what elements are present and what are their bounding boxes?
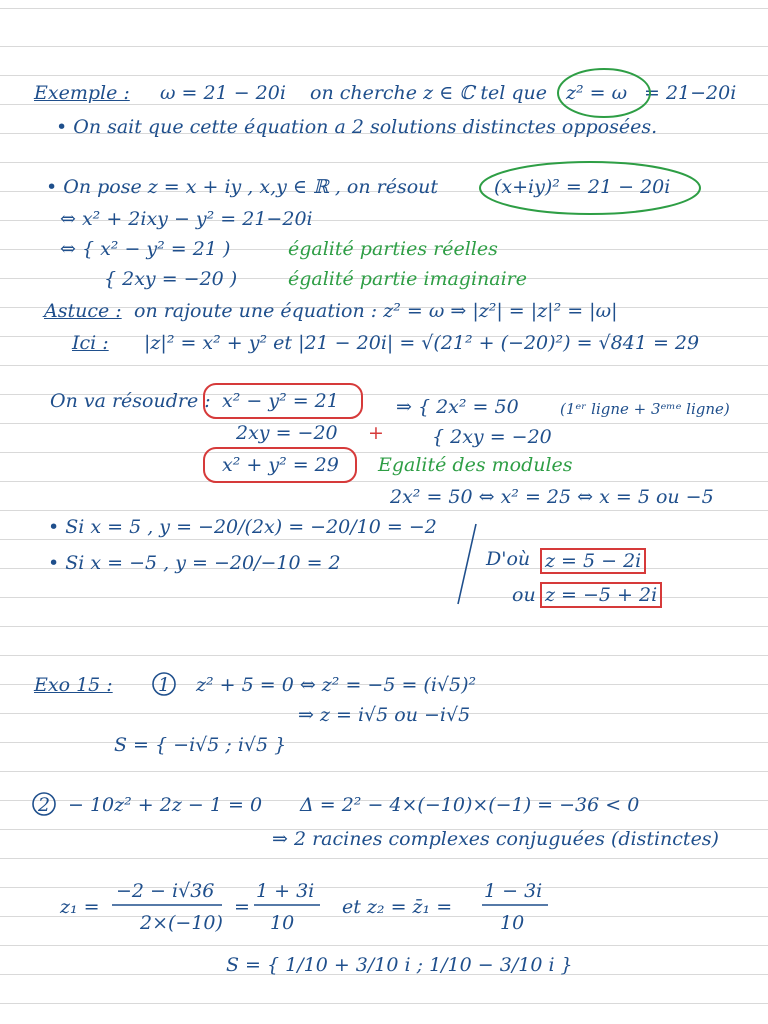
conjugate-roots-note: ⇒ 2 racines complexes conjuguées (distinctes): [272, 828, 719, 850]
equation-value: = 21−20i: [644, 82, 737, 104]
imaginary-parts-note: égalité partie imaginaire: [288, 268, 528, 290]
part-2-equation: − 10z² + 2z − 1 = 0: [68, 794, 263, 816]
equation-circled: z² = ω: [566, 82, 628, 104]
result-line-1-note: (1ᵉʳ ligne + 3ᵉᵐᵉ ligne): [560, 400, 730, 418]
cherche-text: on cherche z ∈ ℂ tel que: [310, 82, 548, 104]
z1-prefix: z₁ =: [60, 896, 100, 918]
z2-result-numerator: 1 − 3i: [484, 880, 543, 902]
part-1-number: 1: [158, 674, 171, 696]
ou-label: ou: [512, 584, 536, 606]
example-title: Exemple :: [34, 82, 130, 104]
solution-z2: z = −5 + 2i: [540, 582, 662, 608]
case-x-minus-5: • Si x = −5 , y = −20/−10 = 2: [48, 552, 341, 574]
exo-title: Exo 15 :: [34, 674, 113, 696]
solve-eq-1: x² − y² = 21: [222, 390, 339, 412]
part-1-solution-set: S = { −i√5 ; i√5 }: [114, 734, 287, 756]
z1-denominator: 2×(−10): [140, 912, 223, 934]
x-solutions: 2x² = 50 ⇔ x² = 25 ⇔ x = 5 ou −5: [390, 486, 714, 508]
plus-sign: +: [368, 422, 384, 444]
z1-result-denominator: 10: [270, 912, 295, 934]
z1-result-numerator: 1 + 3i: [256, 880, 315, 902]
final-solution-set: S = { 1/10 + 3/10 i ; 1/10 − 3/10 i }: [226, 954, 573, 976]
z1-numerator: −2 − i√36: [116, 880, 215, 902]
pose-text: • On pose z = x + iy , x,y ∈ ℝ , on résout: [46, 176, 439, 198]
equals-sign: =: [234, 896, 250, 918]
solve-eq-2: 2xy = −20: [236, 422, 338, 444]
z2-prefix: et z₂ = z̄₁ =: [342, 896, 453, 918]
astuce-label: Astuce :: [44, 300, 122, 322]
astuce-text: on rajoute une équation : z² = ω ⇒ |z²| = |z|² = |ω|: [134, 300, 618, 322]
solution-z1: z = 5 − 2i: [540, 548, 646, 574]
pose-equation: (x+iy)² = 21 − 20i: [494, 176, 671, 198]
dou-label: D'où: [486, 548, 531, 570]
system-line-1: ⇔ { x² − y² = 21 ): [60, 238, 231, 260]
part-1-equation: z² + 5 = 0 ⇔ z² = −5 = (i√5)²: [196, 674, 477, 696]
expansion-line: ⇔ x² + 2ixy − y² = 21−20i: [60, 208, 313, 230]
solve-intro: On va résoudre :: [50, 390, 211, 412]
bullet-two-solutions: • On sait que cette équation a 2 solutions distinctes opposées.: [56, 116, 658, 138]
modules-note: Egalité des modules: [378, 454, 573, 476]
part-2-number: 2: [38, 794, 51, 816]
part-1-roots: ⇒ z = i√5 ou −i√5: [298, 704, 471, 726]
case-x-5: • Si x = 5 , y = −20/(2x) = −20/10 = −2: [48, 516, 437, 538]
ici-label: Ici :: [72, 332, 109, 354]
delta-computation: Δ = 2² − 4×(−10)×(−1) = −36 < 0: [300, 794, 640, 816]
real-parts-note: égalité parties réelles: [288, 238, 498, 260]
solve-eq-3: x² + y² = 29: [222, 454, 339, 476]
result-line-2: { 2xy = −20: [432, 426, 552, 448]
system-line-2: { 2xy = −20 ): [104, 268, 238, 290]
ici-text: |z|² = x² + y² et |21 − 20i| = √(21² + (−20)²) = √841 = 29: [144, 332, 700, 354]
z2-result-denominator: 10: [500, 912, 525, 934]
result-line-1: ⇒ { 2x² = 50: [396, 396, 519, 418]
w-definition: ω = 21 − 20i: [160, 82, 286, 104]
separator-stroke: [458, 524, 476, 604]
